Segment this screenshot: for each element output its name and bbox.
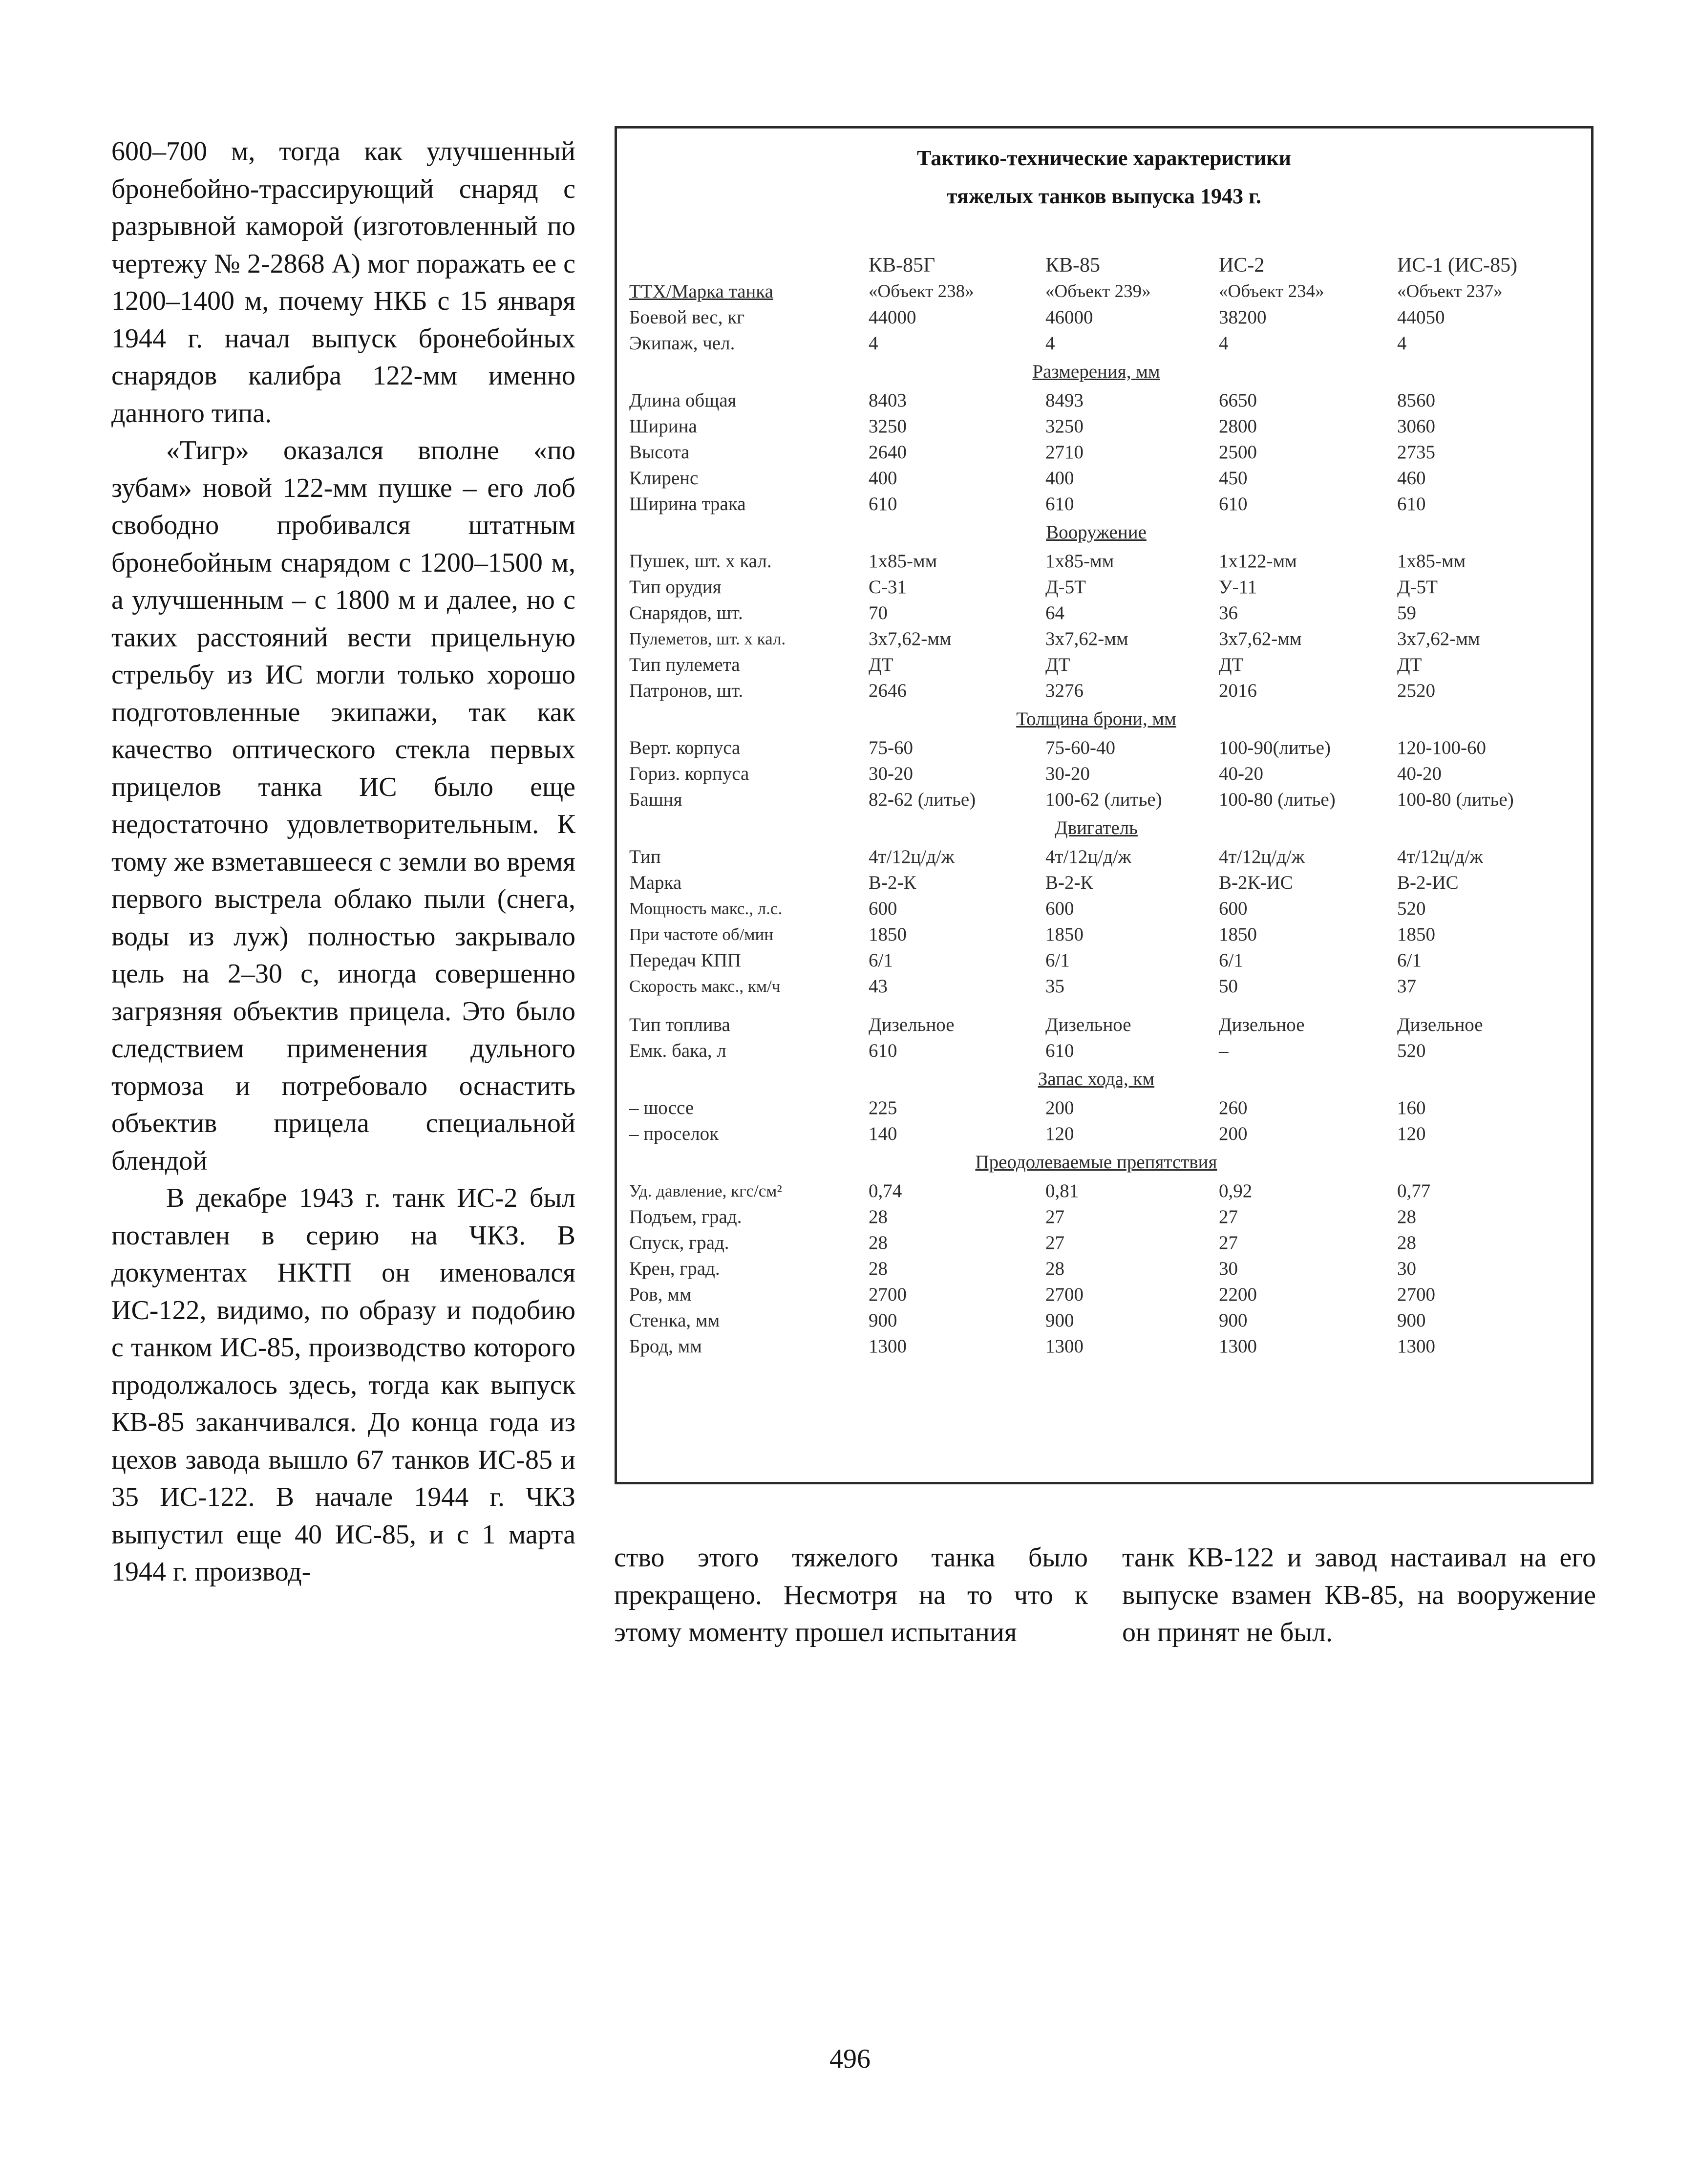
spec-value: Дизельное (1045, 1014, 1131, 1035)
spec-value: 3250 (1045, 416, 1084, 437)
spec-row (629, 921, 1563, 947)
spec-value: 260 (1219, 1097, 1248, 1118)
spec-label: Патронов, шт. (629, 680, 744, 701)
spec-label: Тип топлива (629, 1014, 730, 1035)
spec-label: Снарядов, шт. (629, 602, 743, 623)
spec-value: У-11 (1219, 577, 1257, 598)
spec-row (629, 652, 1563, 678)
spec-value: 30 (1219, 1258, 1238, 1279)
spec-value: 4 (1219, 333, 1229, 354)
spec-label: Брод, мм (629, 1336, 702, 1357)
spec-value: 1х85-мм (1045, 551, 1114, 572)
spec-label: Боевой вес, кг (629, 307, 745, 328)
spec-label: Спуск, град. (629, 1232, 729, 1253)
spec-value: 1300 (1045, 1336, 1084, 1357)
spec-value: ДТ (869, 654, 893, 675)
spec-value: 1850 (1219, 924, 1257, 945)
spec-value: 3060 (1397, 416, 1435, 437)
spec-value: 120 (1397, 1123, 1426, 1144)
spec-label: Уд. давление, кгс/см² (629, 1181, 782, 1200)
specs-table (629, 253, 1563, 1359)
spec-value: 44000 (869, 307, 916, 328)
spec-value: 450 (1219, 468, 1248, 489)
section-heading-row (629, 813, 1563, 844)
spec-value: 1х122-мм (1219, 551, 1297, 572)
spec-value: 100-80 (литье) (1219, 789, 1336, 810)
spec-row (629, 330, 1563, 356)
spec-value: 2800 (1219, 416, 1257, 437)
spec-row (629, 387, 1563, 413)
spec-row (629, 413, 1563, 439)
spec-row (629, 1178, 1563, 1204)
spec-value: 610 (1045, 1040, 1074, 1061)
spec-value: 100-90(литье) (1219, 737, 1331, 758)
paragraph: 600–700 м, тогда как улучшенный бронебойно-трассирующий снаряд с разрывной каморой (изготовленный по чертежу № 2-2868 А) мог поражать ее с 1200–1400 м, почему НКБ с 15 января 1944 г. начал выпуск бронебойных снарядов калибра 122-мм именно данного типа. (111, 136, 575, 428)
spec-row (629, 1333, 1563, 1359)
spec-value: 1850 (1045, 924, 1084, 945)
section-heading: Двигатель (1055, 817, 1138, 838)
spec-row (629, 844, 1563, 870)
spec-value: Д-5Т (1397, 577, 1438, 598)
spec-label: Гориз. корпуса (629, 763, 749, 784)
paragraph: танк КВ-122 и завод настаивал на его выпуске взамен КВ-85, на вооружение он принят не был. (1122, 1542, 1596, 1648)
spec-value: 2016 (1219, 680, 1257, 701)
section-heading: Вооружение (1046, 522, 1147, 543)
spec-value: 2500 (1219, 442, 1257, 463)
spec-row (629, 947, 1563, 973)
spec-row (629, 491, 1563, 517)
spec-label: Верт. корпуса (629, 737, 741, 758)
tank-name: ИС-1 (ИС-85) (1397, 254, 1518, 277)
spec-value: 30 (1397, 1258, 1416, 1279)
spec-label: Скорость макс., км/ч (629, 977, 781, 996)
spec-row (629, 761, 1563, 787)
spec-value: 140 (869, 1123, 897, 1144)
spec-label: Экипаж, чел. (629, 333, 735, 354)
spec-value: 4т/12ц/д/ж (1397, 846, 1483, 867)
spec-value: 460 (1397, 468, 1426, 489)
spec-value: 600 (1219, 898, 1248, 919)
spec-value: 400 (869, 468, 897, 489)
spec-value: 600 (869, 898, 897, 919)
spec-value: Дизельное (1397, 1014, 1483, 1035)
spec-value: 36 (1219, 602, 1238, 623)
spec-value: 900 (869, 1310, 897, 1331)
spec-value: 44050 (1397, 307, 1445, 328)
spec-value: 0,92 (1219, 1180, 1253, 1201)
spec-value: 2710 (1045, 442, 1084, 463)
spec-value: 28 (869, 1258, 888, 1279)
spec-value: 4т/12ц/д/ж (869, 846, 955, 867)
spec-row (629, 439, 1563, 465)
spec-row (629, 1256, 1563, 1282)
paragraph: ство этого тяжелого танка было прекращено. Несмотря на то что к этому моменту прошел испытания (614, 1542, 1088, 1648)
spec-value: 75-60 (869, 737, 913, 758)
spec-value: 610 (1397, 493, 1426, 514)
spec-value: 900 (1045, 1310, 1074, 1331)
spec-value: 2520 (1397, 680, 1435, 701)
spec-value: 4т/12ц/д/ж (1045, 846, 1131, 867)
table-title (617, 139, 1591, 215)
spec-value: 70 (869, 602, 888, 623)
spec-value: 1850 (869, 924, 907, 945)
spec-value: 27 (1045, 1206, 1064, 1227)
spec-value: 6/1 (1045, 950, 1070, 971)
object-name: «Объект 237» (1397, 281, 1503, 301)
spec-value: 6/1 (1397, 950, 1422, 971)
spec-value: 1х85-мм (1397, 551, 1466, 572)
spec-value: 28 (1397, 1206, 1416, 1227)
spec-label: Стенка, мм (629, 1310, 720, 1331)
spec-label: Ширина трака (629, 493, 746, 514)
spec-label: Емк. бака, л (629, 1040, 726, 1061)
spec-label: – проселок (629, 1123, 719, 1144)
spec-value: 120 (1045, 1123, 1074, 1144)
spec-value: 0,81 (1045, 1180, 1079, 1201)
spec-value: 75-60-40 (1045, 737, 1115, 758)
spec-value: 6/1 (869, 950, 893, 971)
section-heading: Толщина брони, мм (1016, 708, 1176, 729)
spec-value: 2700 (1045, 1284, 1084, 1305)
spacer-row (629, 999, 1563, 1012)
spec-label: Подъем, град. (629, 1206, 742, 1227)
section-heading-row (629, 356, 1563, 387)
spec-row (629, 1121, 1563, 1147)
spec-value: 160 (1397, 1097, 1426, 1118)
spec-row (629, 574, 1563, 600)
spec-value: 2200 (1219, 1284, 1257, 1305)
spec-value: 520 (1397, 1040, 1426, 1061)
spec-label: При частоте об/мин (629, 925, 774, 944)
section-heading-row (629, 517, 1563, 548)
spec-label: Крен, град. (629, 1258, 720, 1279)
spec-value: 4 (869, 333, 878, 354)
spec-label: – шоссе (629, 1097, 694, 1118)
middle-text-column (614, 1539, 1088, 1651)
spec-row (629, 1038, 1563, 1064)
tank-names-row (629, 253, 1563, 278)
spec-value: 40-20 (1219, 763, 1263, 784)
spec-row (629, 1230, 1563, 1256)
spec-value: С-31 (869, 577, 907, 598)
spec-value: 8560 (1397, 390, 1435, 411)
spec-label: Марка (629, 872, 682, 893)
spec-label: Ширина (629, 416, 697, 437)
spec-value: 1300 (869, 1336, 907, 1357)
table-title-line: тяжелых танков выпуска 1943 г. (946, 184, 1261, 208)
tank-name: ИС-2 (1219, 254, 1265, 277)
spec-value: ДТ (1397, 654, 1422, 675)
object-row (629, 278, 1563, 304)
spec-label: Мощность макс., л.с. (629, 899, 783, 918)
spec-row (629, 1012, 1563, 1038)
spec-value: 100-80 (литье) (1397, 789, 1514, 810)
spec-value: ДТ (1045, 654, 1070, 675)
section-heading: Преодолеваемые препятствия (975, 1152, 1217, 1173)
spec-value: 27 (1219, 1206, 1238, 1227)
spec-value: 28 (1397, 1232, 1416, 1253)
spec-label: Длина общая (629, 390, 737, 411)
spec-value: 46000 (1045, 307, 1093, 328)
spec-value: ДТ (1219, 654, 1244, 675)
spec-label: Тип орудия (629, 577, 722, 598)
spec-label: Пушек, шт. х кал. (629, 551, 772, 572)
spec-label: Тип (629, 846, 661, 867)
spec-value: 82-62 (литье) (869, 789, 976, 810)
spec-value: 1850 (1397, 924, 1435, 945)
spec-value: 28 (869, 1232, 888, 1253)
spec-value: 610 (869, 1040, 897, 1061)
spec-value: 1300 (1397, 1336, 1435, 1357)
spec-value: 3276 (1045, 680, 1084, 701)
spec-row (629, 626, 1563, 652)
spec-label: Передач КПП (629, 950, 742, 971)
spec-value: 35 (1045, 976, 1064, 997)
specs-table-frame (615, 126, 1594, 1484)
spec-value: 0,74 (869, 1180, 902, 1201)
spec-value: 4т/12ц/д/ж (1219, 846, 1305, 867)
spec-value: В-2-ИС (1397, 872, 1459, 893)
spec-row (629, 1282, 1563, 1307)
spec-value: 6/1 (1219, 950, 1243, 971)
section-heading-row (629, 1064, 1563, 1095)
spec-row (629, 1095, 1563, 1121)
tank-name: КВ-85Г (869, 254, 935, 277)
tank-name: КВ-85 (1045, 254, 1101, 277)
spec-value: Дизельное (1219, 1014, 1305, 1035)
spec-value: 30-20 (869, 763, 913, 784)
spec-value: 100-62 (литье) (1045, 789, 1162, 810)
spec-label: Башня (629, 789, 682, 810)
spec-value: 6650 (1219, 390, 1257, 411)
spec-value: 2646 (869, 680, 907, 701)
section-heading-row (629, 704, 1563, 735)
spec-value: 27 (1219, 1232, 1238, 1253)
spec-value: 200 (1219, 1123, 1248, 1144)
spec-row (629, 896, 1563, 921)
spec-row (629, 973, 1563, 999)
spec-value: 1300 (1219, 1336, 1257, 1357)
spec-value: 30-20 (1045, 763, 1090, 784)
spec-value: Д-5Т (1045, 577, 1086, 598)
object-name: «Объект 234» (1219, 281, 1324, 301)
spec-value: 2735 (1397, 442, 1435, 463)
object-name: «Объект 238» (869, 281, 974, 301)
spec-value: 2700 (869, 1284, 907, 1305)
spec-value: 37 (1397, 976, 1416, 997)
spec-value: 1х85-мм (869, 551, 937, 572)
spec-value: 8493 (1045, 390, 1084, 411)
spec-value: 3х7,62-мм (1219, 628, 1302, 649)
page-number: 496 (829, 2044, 871, 2074)
spec-row (629, 304, 1563, 330)
spec-value: 520 (1397, 898, 1426, 919)
spec-value: 610 (869, 493, 897, 514)
spec-label: Тип пулемета (629, 654, 740, 675)
table-title-line: Тактико-технические характеристики (916, 146, 1291, 170)
spec-row (629, 1307, 1563, 1333)
spec-value: 225 (869, 1097, 897, 1118)
spec-value: 40-20 (1397, 763, 1442, 784)
spec-value: 59 (1397, 602, 1416, 623)
section-heading: Запас хода, км (1038, 1069, 1155, 1090)
spec-value: В-2К-ИС (1219, 872, 1293, 893)
spec-value: 3х7,62-мм (1397, 628, 1480, 649)
spec-value: 600 (1045, 898, 1074, 919)
paragraph: В декабре 1943 г. танк ИС-2 был поставлен в серию на ЧКЗ. В документах НКТП он именовался ИС-122, видимо, по образу и подобию с танком ИС-85, производство которого продолжалось здесь, тогда как выпуск КВ-85 заканчивался. До конца года из цехов завода вышло 67 танков ИС-85 и 35 ИС-122. В начале 1944 г. ЧКЗ выпустил еще 40 ИС-85, и с 1 марта 1944 г. производ- (111, 1183, 575, 1587)
header-label: ТТХ/Марка танка (629, 281, 773, 302)
spec-row (629, 548, 1563, 574)
spec-value: 610 (1045, 493, 1074, 514)
spec-label: Высота (629, 442, 690, 463)
spec-row (629, 870, 1563, 896)
spec-value: 900 (1397, 1310, 1426, 1331)
spec-value: 28 (1045, 1258, 1064, 1279)
spec-value: 38200 (1219, 307, 1267, 328)
spec-row (629, 1204, 1563, 1230)
spec-value: 0,77 (1397, 1180, 1431, 1201)
spec-label: Клиренс (629, 468, 699, 489)
spec-row (629, 787, 1563, 813)
spec-value: Дизельное (869, 1014, 955, 1035)
spec-value: В-2-К (869, 872, 916, 893)
spec-value: 3х7,62-мм (869, 628, 952, 649)
object-name: «Объект 239» (1045, 281, 1151, 301)
spec-value: 200 (1045, 1097, 1074, 1118)
spec-value: 43 (869, 976, 888, 997)
right-text-column (1122, 1539, 1596, 1651)
spec-value: 2700 (1397, 1284, 1435, 1305)
spec-value: 610 (1219, 493, 1248, 514)
spec-value: 400 (1045, 468, 1074, 489)
spec-value: В-2-К (1045, 872, 1093, 893)
spec-row (629, 678, 1563, 704)
spec-label: Пулеметов, шт. х кал. (629, 629, 786, 648)
spec-value: 50 (1219, 976, 1238, 997)
spec-value: 64 (1045, 602, 1064, 623)
paragraph: «Тигр» оказался вполне «по зубам» новой 122-мм пушке – его лоб свободно пробивался штатным бронебойным снарядом с 1200–1500 м, а улучшенным – с 1800 м и далее, но с таких расстояний вести прицельную стрельбу из ИС могли только хорошо подготовленные экипажи, так как качество оптического стекла первых прицелов танка ИС было еще недостаточно удовлетворительным. К тому же взметавшееся с земли во время первого выстрела облако пыли (снега, воды из луж) полностью закрывало цель на 2–30 с, иногда совершенно загрязняя объектив прицела. Это было следствием применения дульного тормоза и потребовало оснастить объектив прицела специальной блендой (111, 435, 576, 1176)
spec-value: 3250 (869, 416, 907, 437)
section-heading: Размерения, мм (1032, 361, 1160, 382)
spec-value: 28 (869, 1206, 888, 1227)
spec-value: 2640 (869, 442, 907, 463)
spec-value: 4 (1045, 333, 1055, 354)
spec-value: 120-100-60 (1397, 737, 1486, 758)
spec-value: 900 (1219, 1310, 1248, 1331)
spec-row (629, 735, 1563, 761)
spec-row (629, 600, 1563, 626)
spec-value: 4 (1397, 333, 1407, 354)
section-heading-row (629, 1147, 1563, 1178)
spec-value: – (1219, 1040, 1229, 1061)
left-text-column (111, 133, 575, 1591)
spec-value: 3х7,62-мм (1045, 628, 1128, 649)
spec-value: 8403 (869, 390, 907, 411)
spec-row (629, 465, 1563, 491)
spec-label: Ров, мм (629, 1284, 692, 1305)
spec-value: 27 (1045, 1232, 1064, 1253)
